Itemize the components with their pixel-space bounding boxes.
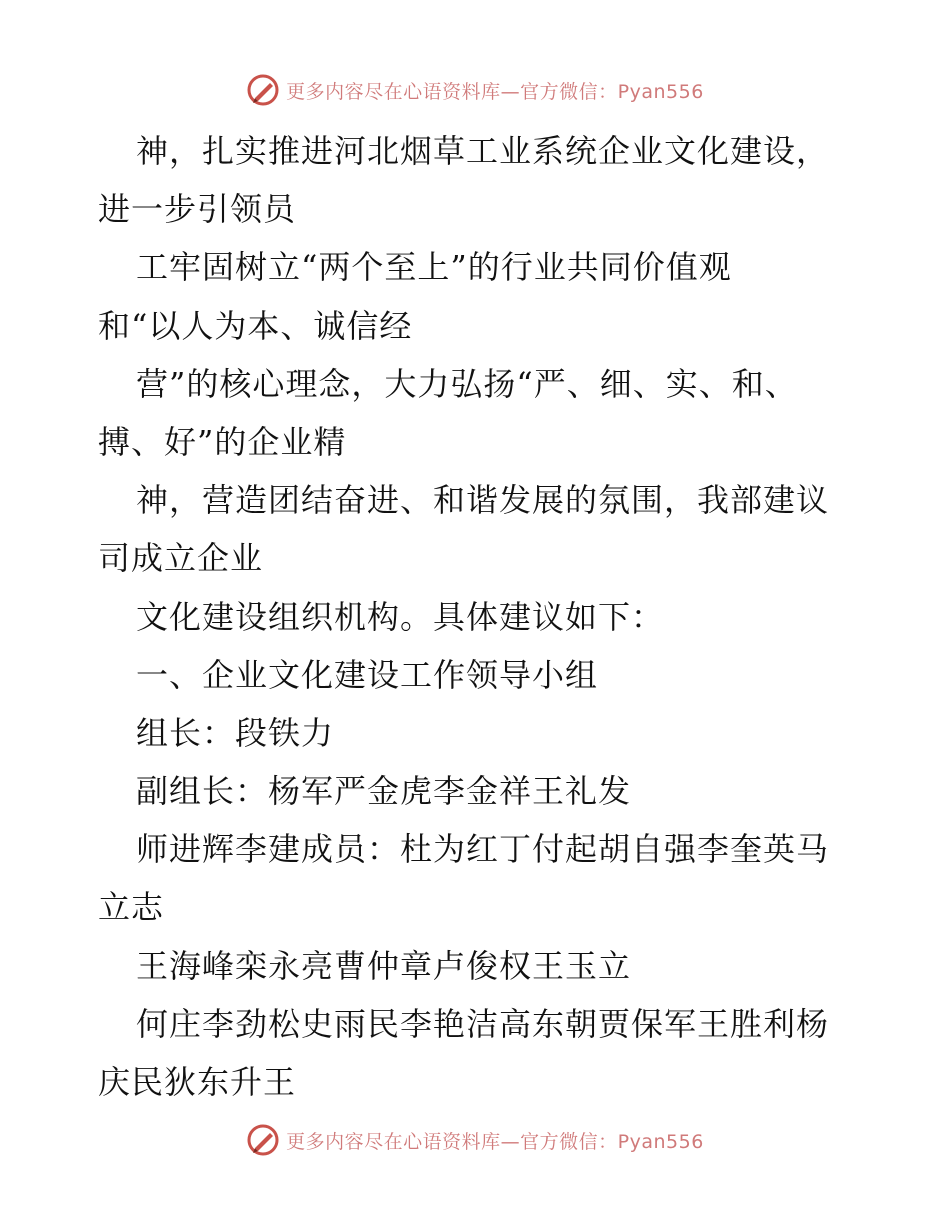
- watermark-text: 更多内容尽在心语资料库—官方微信：Pyan556: [286, 1130, 704, 1153]
- text-line: 文化建设组织机构。具体建议如下：: [136, 597, 665, 636]
- text-line: 何庄李劲松史雨民李艳洁高东朝贾保军王胜利杨: [136, 1004, 830, 1043]
- text-line: 营”的核心理念，大力弘扬“严、细、实、和、: [136, 364, 798, 403]
- text-line: 司成立企业: [98, 539, 264, 578]
- header-watermark: [0, 70, 950, 110]
- watermark-text: 更多内容尽在心语资料库—官方微信：Pyan556: [286, 80, 704, 103]
- pen-logo-icon: [246, 1123, 280, 1157]
- text-line: 庆民狄东升王: [98, 1063, 297, 1101]
- text-line: 一、企业文化建设工作领导小组: [136, 655, 599, 694]
- pen-logo-icon: [246, 73, 280, 107]
- text-line: 立志: [98, 888, 165, 927]
- document-body: [98, 122, 868, 1111]
- text-line: 副组长：杨军严金虎李金祥王礼发: [136, 772, 632, 811]
- text-line: 进一步引领员: [98, 190, 297, 229]
- text-line: 工牢固树立“两个至上”的行业共同价值观: [136, 248, 732, 287]
- text-line: 王海峰栾永亮曹仲章卢俊权王玉立: [136, 946, 632, 985]
- footer-watermark: [0, 1120, 950, 1160]
- text-line: 和“以人为本、诚信经: [98, 306, 413, 345]
- text-line: 搏、好”的企业精: [98, 422, 347, 461]
- text-line: 神，营造团结奋进、和谐发展的氛围，我部建议: [136, 481, 830, 520]
- text-line: 师进辉李建成员：杜为红丁付起胡自强李奎英马: [136, 830, 830, 869]
- text-line: 神，扎实推进河北烟草工业系统企业文化建设，: [136, 132, 830, 170]
- text-line: 组长：段铁力: [136, 713, 335, 752]
